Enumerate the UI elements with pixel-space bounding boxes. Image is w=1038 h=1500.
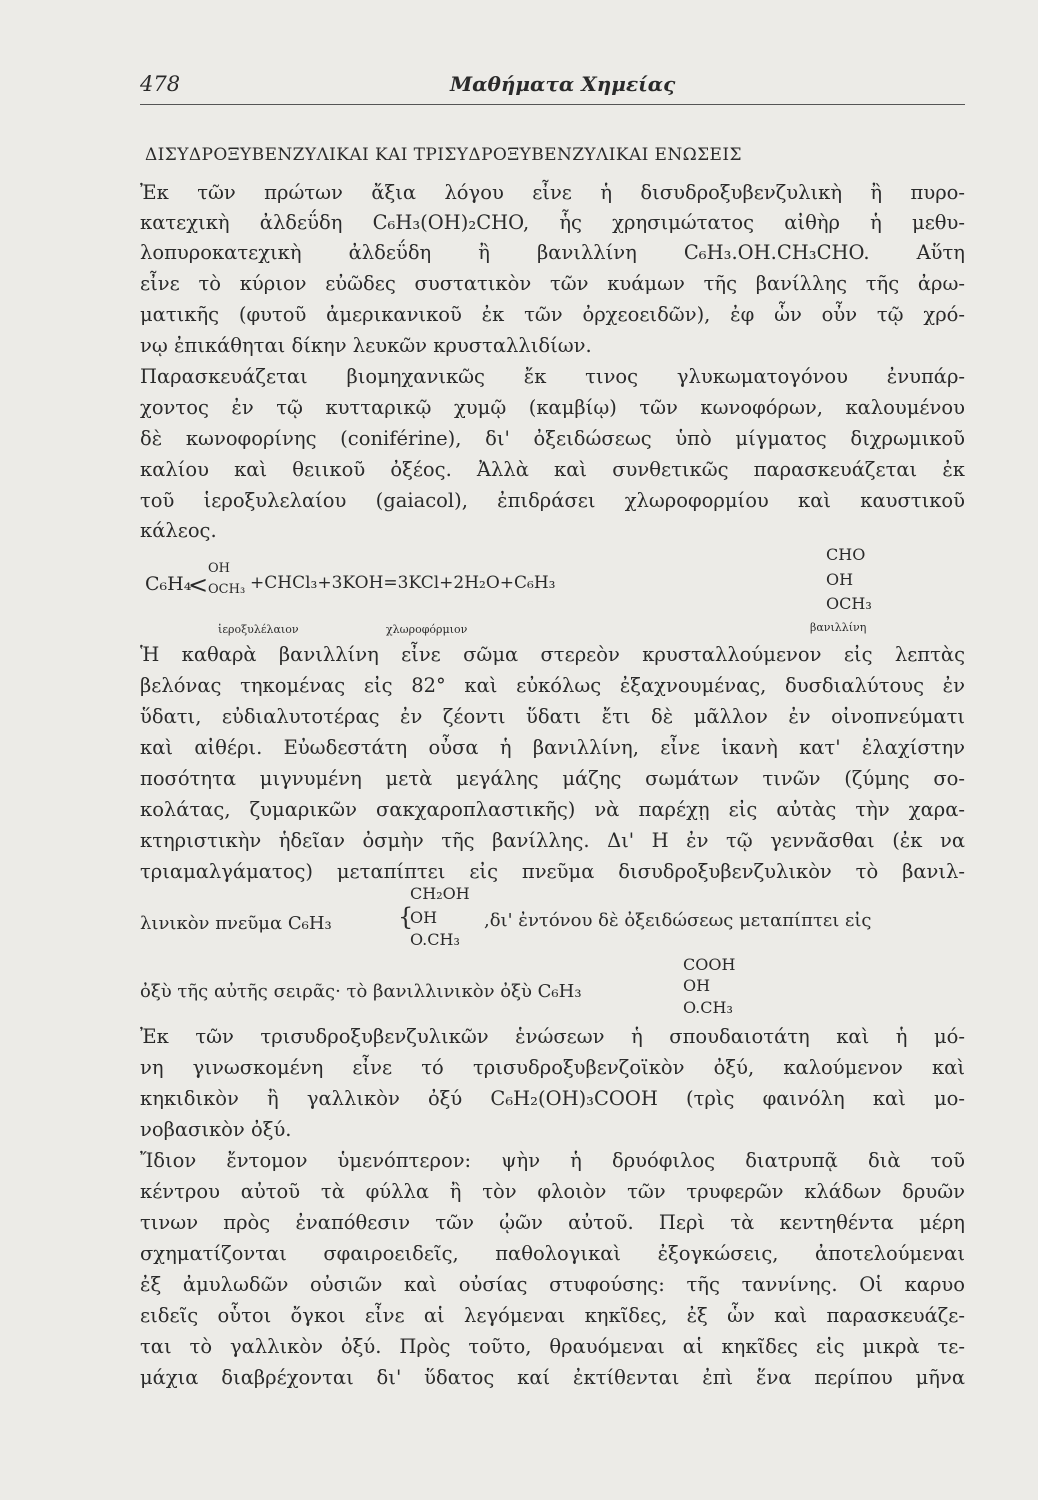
text-line: σχηματίζονται σφαιροειδεῖς, παθολογικαὶ ἐξογκώσεις, ἀποτελούμεναι <box>140 1242 965 1265</box>
text-line: μάχια διαβρέχονται δι' ὕδατος καί ἐκτίθενται ἐπὶ ἕνα περίπου μῆνα <box>140 1366 965 1389</box>
text-line: Ἴδιον ἔντομον ὑμενόπτερον: ψὴν ἡ δρυόφιλος διατρυπᾷ διὰ τοῦ <box>140 1149 965 1172</box>
text-line: Παρασκευάζεται βιομηχανικῶς ἔκ τινος γλυκωματογόνου ἐνυπάρ- <box>140 365 965 388</box>
text-line: βελόνας τηκομένας εἰς 82° καὶ εὐκόλως ἐξαχνουμένας, δυσδιαλύτους ἐν <box>140 674 965 697</box>
eq-product-oh: OH <box>826 570 854 589</box>
eq-och3: OCH₃ <box>208 582 246 597</box>
acid-group-och3: O.CH₃ <box>683 998 733 1017</box>
text-line: ὕδατι, εὐδιαλυτοτέρας ἐν ζέοντι ὕδατι ἔτι δὲ μᾶλλον ἐν οἰνοπνεύματι <box>140 705 965 728</box>
eq-rest: +CHCl₃+3KOH=3KCl+2H₂O+C₆H₃ <box>250 573 556 593</box>
page-header <box>140 72 965 102</box>
eq-product-och3: OCH₃ <box>826 594 872 613</box>
alcohol-group-ch2oh: CH₂OH <box>410 884 470 903</box>
eq-label-chloroform: χλωροφόρμιον <box>386 623 468 636</box>
text-line: ποσότητα μιγνυμένη μετὰ μεγάλης μάζης σωμάτων τινῶν (ζύμης σο- <box>140 767 965 790</box>
text-line: κάλεος. <box>140 519 217 542</box>
text-line: κέντρου αὐτοῦ τὰ φύλλα ἢ τὸν φλοιὸν τῶν τρυφερῶν κλάδων δρυῶν <box>140 1180 965 1203</box>
text-line: νη γινωσκομένη εἶνε τό τρισυδροξυβενζοϊκὸν ὀξύ, καλούμενον καὶ <box>140 1056 965 1079</box>
alcohol-prefix: λινικὸν πνεῦμα C₆H₃ <box>140 913 332 934</box>
page-number: 478 <box>140 72 181 96</box>
text-line: Ἐκ τῶν πρώτων ἄξια λόγου εἶνε ἡ δισυδροξυβενζυλικὴ ἢ πυρο- <box>140 181 965 204</box>
eq-label-guaiacol: ἱεροξυλέλαιον <box>218 623 299 636</box>
text-line: καλίου καὶ θειικοῦ ὀξέος. Ἀλλὰ καὶ συνθετικῶς παρασκευάζεται ἐκ <box>140 458 965 481</box>
text-line: κατεχικὴ ἀλδεΰδη C₆H₃(OH)₂CHO, ἧς χρησιμώτατος αἰθὴρ ἡ μεθυ- <box>140 211 965 234</box>
text-line: ειδεῖς οὗτοι ὄγκοι εἶνε αἱ λεγόμεναι κηκῖδες, ἐξ ὧν καὶ παρασκευάζε- <box>140 1304 965 1327</box>
text-line: δὲ κωνοφορίνης (coniférine), δι' ὀξειδώσεως ὑπὸ μίγματος διχρωμικοῦ <box>140 427 965 450</box>
text-line: ται τὸ γαλλικὸν ὀξύ. Πρὸς τοῦτο, θραυόμεναι αἱ κηκῖδες εἰς μικρὰ τε- <box>140 1335 965 1358</box>
text-line: τινων πρὸς ἐναπόθεσιν τῶν ᾠῶν αὐτοῦ. Περὶ τὰ κεντηθέντα μέρη <box>140 1211 965 1234</box>
eq-label-vanillin: βανιλλίνη <box>810 621 867 634</box>
text-line: κηκιδικὸν ἢ γαλλικὸν ὀξύ C₆H₂(OH)₃COOH (τρὶς φαινόλη καὶ μο- <box>140 1087 965 1110</box>
alcohol-group-och3: O.CH₃ <box>410 930 460 949</box>
text-line: εἶνε τὸ κύριον εὐῶδες συστατικὸν τῶν κυάμων τῆς βανίλλης τῆς ἀρω- <box>140 272 965 295</box>
eq-reactant: C₆H₄ <box>145 573 192 595</box>
alcohol-suffix: ,δι' ἐντόνου δὲ ὀξειδώσεως μεταπίπτει εἰς <box>484 910 872 931</box>
text-line: λοπυροκατεχικὴ ἀλδεΰδη ἢ βανιλλίνη C₆H₃.OH.CH₃CHO. Αὕτη <box>140 241 965 264</box>
header-rule <box>140 104 965 105</box>
eq-oh: OH <box>208 561 230 576</box>
text-line: τοῦ ἱεροξυλελαίου (gaiacol), ἐπιδράσει χλωροφορμίου καὶ καυστικοῦ <box>140 489 965 512</box>
acid-prefix: ὀξὺ τῆς αὐτῆς σειρᾶς· τὸ βανιλλινικὸν ὀξὺ C₆H₃ <box>140 981 582 1002</box>
section-heading: ΔΙΣΥΔΡΟΞΥΒΕΝΖΥΛΙΚΑΙ ΚΑΙ ΤΡΙΣΥΔΡΟΞΥΒΕΝΖΥΛΙΚΑΙ ΕΝΩΣΕΙΣ <box>145 145 742 165</box>
alcohol-group-oh: OH <box>410 908 438 927</box>
alcohol-brace: { <box>398 903 414 931</box>
running-title: Μαθήματα Χημείας <box>450 72 676 96</box>
eq-bracket: < <box>188 571 209 599</box>
eq-product-cho: CHO <box>826 545 866 564</box>
text-line: τριαμαλγάματος) μεταπίπτει εἰς πνεῦμα δισυδροξυβενζυλικὸν τὸ βανιλ- <box>140 860 965 883</box>
text-line: Ἐκ τῶν τρισυδροξυβενζυλικῶν ἑνώσεων ἡ σπουδαιοτάτη καὶ ἡ μό- <box>140 1025 965 1048</box>
text-line: νοβασικὸν ὀξύ. <box>140 1118 292 1141</box>
text-line: κολάτας, ζυμαρικῶν σακχαροπλαστικῆς) νὰ παρέχῃ εἰς αὐτὰς τὴν χαρα- <box>140 798 965 821</box>
text-line: Ἡ καθαρὰ βανιλλίνη εἶνε σῶμα στερεὸν κρυσταλλούμενον εἰς λεπτὰς <box>140 643 965 666</box>
text-line: χοντος ἐν τῷ κυτταρικῷ χυμῷ (καμβίῳ) τῶν κωνοφόρων, καλουμένου <box>140 396 965 419</box>
acid-group-cooh: COOH <box>683 955 736 974</box>
text-line: κτηριστικὴν ἡδεῖαν ὀσμὴν τῆς βανίλλης. Δι' Η ἐν τῷ γεννᾶσθαι (ἐκ να <box>140 829 965 852</box>
text-line: ἐξ ἀμυλωδῶν οὐσιῶν καὶ οὐσίας στυφούσης: τῆς ταννίνης. Οἱ καρυο <box>140 1273 965 1296</box>
text-line: νῳ ἐπικάθηται δίκην λευκῶν κρυσταλλιδίων. <box>140 334 592 357</box>
acid-group-oh: OH <box>683 976 711 995</box>
text-line: καὶ αἰθέρι. Εὐωδεστάτη οὖσα ἡ βανιλλίνη, εἶνε ἱκανὴ κατ' ἐλαχίστην <box>140 736 965 759</box>
text-line: ματικῆς (φυτοῦ ἀμερικανικοῦ ἐκ τῶν ὀρχεοειδῶν), ἐφ ὧν οὖν τῷ χρό- <box>140 303 965 326</box>
